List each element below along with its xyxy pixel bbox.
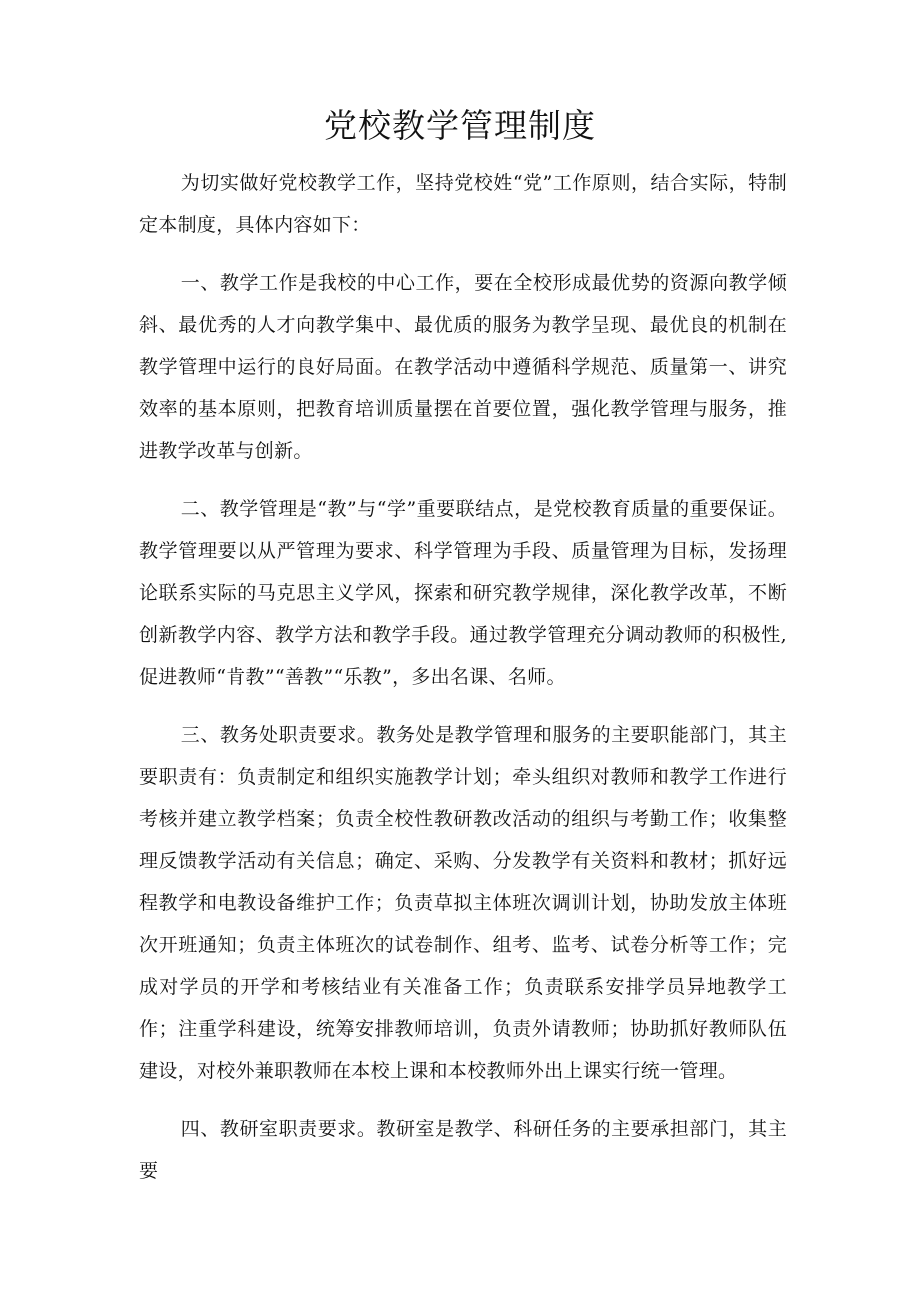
section-4-paragraph: 四、教研室职责要求。教研室是教学、科研任务的主要承担部门，其主要 [139, 1118, 787, 1182]
document-body [139, 162, 787, 1208]
section-3-paragraph: 三、教务处职责要求。教务处是教学管理和服务的主要职能部门，其主要职责有：负责制定和组织实施教学计划；牵头组织对教师和教学工作进行考核并建立教学档案；负责全校性教研教改活动的组织与考勤工作；收集整理反馈教学活动有关信息；确定、采购、分发教学有关资料和教材；抓好远程教学和电教设备维护工作；负责草拟主体班次调训计划，协助发放主体班次开班通知；负责主体班次的试卷制作、组考、监考、试卷分析等工作；完成对学员的开学和考核结业有关准备工作；负责联系安排学员异地教学工作；注重学科建设，统筹安排教师培训，负责外请教师；协助抓好教师队伍建设，对校外兼职教师在本校上课和本校教师外出上课实行统一管理。 [139, 724, 787, 1082]
section-1-paragraph: 一、教学工作是我校的中心工作，要在全校形成最优势的资源向教学倾斜、最优秀的人才向教学集中、最优质的服务为教学呈现、最优良的机制在教学管理中运行的良好局面。在教学活动中遵循科学规范、质量第一、讲究效率的基本原则，把教育培训质量摆在首要位置，强化教学管理与服务，推进教学改革与创新。 [139, 272, 787, 462]
section-2-paragraph: 二、教学管理是“教”与“学”重要联结点，是党校教育质量的重要保证。教学管理要以从严管理为要求、科学管理为手段、质量管理为目标，发扬理论联系实际的马克思主义学风，探索和研究教学规律，深化教学改革，不断创新教学内容、教学方法和教学手段。通过教学管理充分调动教师的积极性,促进教师“肯教”“善教”“乐教”，多出名课、名师。 [139, 498, 787, 688]
intro-paragraph: 为切实做好党校教学工作，坚持党校姓“党”工作原则，结合实际，特制定本制度，具体内容如下： [139, 172, 787, 236]
document-title: 党校教学管理制度 [324, 106, 596, 145]
